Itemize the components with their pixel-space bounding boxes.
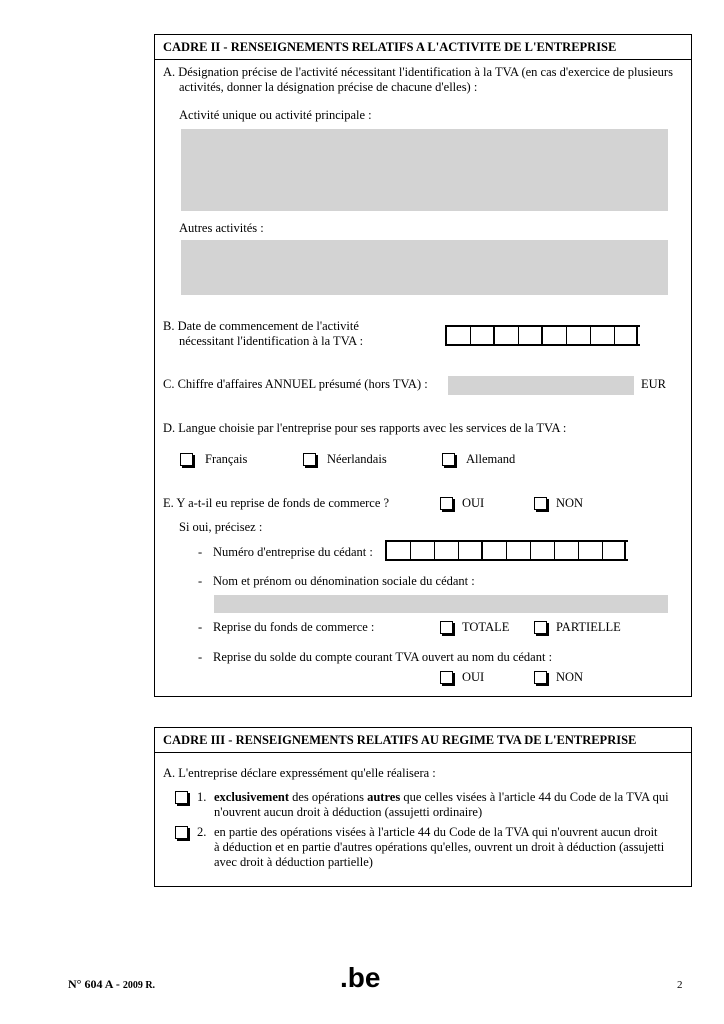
checkbox-francais[interactable] xyxy=(180,453,193,466)
si-oui-label: Si oui, précisez : xyxy=(179,520,263,534)
activite-principale-label: Activité unique ou activité principale : xyxy=(179,108,372,122)
autres-activites-label: Autres activités : xyxy=(179,221,264,235)
checkbox-deduction-partielle[interactable] xyxy=(175,826,188,839)
activite-principale-field[interactable] xyxy=(181,129,668,211)
checkbox-e-oui[interactable] xyxy=(440,497,453,510)
checkbox-solde-oui[interactable] xyxy=(440,671,453,684)
numero-cedant-label: Numéro d'entreprise du cédant : xyxy=(213,545,373,559)
label-partielle: PARTIELLE xyxy=(556,620,621,634)
label-solde-non: NON xyxy=(556,670,584,684)
dash-nom: - xyxy=(198,574,203,588)
numero-cedant-cells[interactable] xyxy=(385,540,628,561)
nom-cedant-field[interactable] xyxy=(214,595,668,613)
option-1-exclusivement: exclusivement xyxy=(214,790,289,804)
cadre-2-title: CADRE II - RENSEIGNEMENTS RELATIFS A L'ACTIVITE DE L'ENTREPRISE xyxy=(155,35,691,60)
option-2-line-1: en partie des opérations visées à l'article 44 du Code de la TVA qui n'ouvrent aucun droit xyxy=(214,825,658,839)
dash-reprise-fonds: - xyxy=(198,620,203,634)
label-solde-oui: OUI xyxy=(462,670,485,684)
checkbox-e-non[interactable] xyxy=(534,497,547,510)
label-e-oui: OUI xyxy=(462,496,485,510)
label-e-non: NON xyxy=(556,496,584,510)
section-b-line-1: B. Date de commencement de l'activité xyxy=(163,319,359,333)
option-1-line-2: n'ouvrent aucun droit à déduction (assujetti ordinaire) xyxy=(214,805,483,819)
cadre-3-a-label: A. L'entreprise déclare expressément qu'elle réalisera : xyxy=(163,766,436,780)
autres-activites-field[interactable] xyxy=(181,240,668,295)
option-1-rest: que celles visées à l'article 44 du Code de la TVA qui xyxy=(400,790,669,804)
reprise-solde-label: Reprise du solde du compte courant TVA ouvert au nom du cédant : xyxy=(213,650,553,664)
option-1-autres: autres xyxy=(367,790,401,804)
form-number-sep: - xyxy=(115,977,120,991)
checkbox-neerlandais[interactable] xyxy=(303,453,316,466)
section-e-label: E. Y a-t-il eu reprise de fonds de commerce ? xyxy=(163,496,390,510)
checkbox-solde-non[interactable] xyxy=(534,671,547,684)
label-totale: TOTALE xyxy=(462,620,510,634)
label-francais: Français xyxy=(205,452,248,466)
section-c-label: C. Chiffre d'affaires ANNUEL présumé (hors TVA) : xyxy=(163,377,428,391)
section-b-line-2: nécessitant l'identification à la TVA : xyxy=(179,334,364,348)
date-commencement-cells[interactable] xyxy=(445,325,640,346)
eur-unit: EUR xyxy=(641,377,666,391)
option-1-mid: des opérations xyxy=(288,790,368,804)
checkbox-totale[interactable] xyxy=(440,621,453,634)
form-number-text: N° 604 A xyxy=(68,977,113,991)
checkbox-allemand[interactable] xyxy=(442,453,455,466)
section-d-label: D. Langue choisie par l'entreprise pour ses rapports avec les services de la TVA : xyxy=(163,421,567,435)
section-a-line-1: A. Désignation précise de l'activité nécessitant l'identification à la TVA (en cas d'exercice de plusieurs xyxy=(163,65,673,79)
option-2-line-3: avec droit à déduction partielle) xyxy=(214,855,373,869)
reprise-fonds-label: Reprise du fonds de commerce : xyxy=(213,620,375,634)
nom-cedant-label: Nom et prénom ou dénomination sociale du cédant : xyxy=(213,574,475,588)
checkbox-partielle[interactable] xyxy=(534,621,547,634)
be-logo: .be xyxy=(340,962,381,993)
option-1-line-1 xyxy=(214,790,669,805)
checkbox-assujetti-ordinaire[interactable] xyxy=(175,791,188,804)
form-year: 2009 R. xyxy=(122,980,156,991)
option-1-number: 1. xyxy=(197,790,207,804)
cadre-3-title: CADRE III - RENSEIGNEMENTS RELATIFS AU REGIME TVA DE L'ENTREPRISE xyxy=(155,728,691,753)
option-2-line-2: à déduction et en partie d'autres opérations qu'elles, ouvrent un droit à déduction (assujetti xyxy=(214,840,665,854)
page-number: 2 xyxy=(677,979,683,991)
label-neerlandais: Néerlandais xyxy=(327,452,387,466)
chiffre-affaires-field[interactable] xyxy=(448,376,634,395)
option-2-number: 2. xyxy=(197,825,207,839)
dash-reprise-solde: - xyxy=(198,650,203,664)
form-number xyxy=(68,977,155,992)
section-a-line-2: activités, donner la désignation précise de chacune d'elles) : xyxy=(179,80,478,94)
dash-numero: - xyxy=(198,545,203,559)
label-allemand: Allemand xyxy=(466,452,516,466)
